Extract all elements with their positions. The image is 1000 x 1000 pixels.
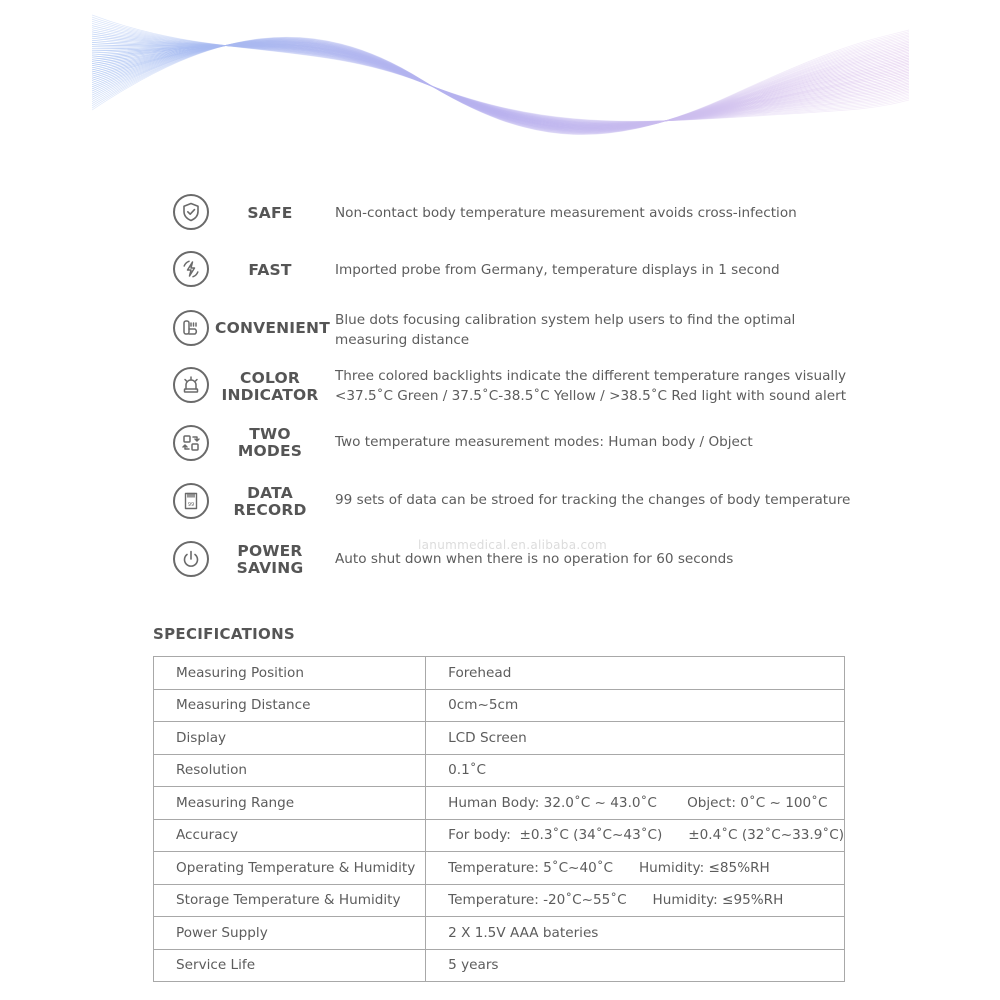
feature-name: [215, 205, 325, 222]
spec-key: Operating Temperature & Humidity: [154, 852, 426, 885]
feature-name-line: SAVING: [236, 559, 304, 577]
table-row: [154, 787, 845, 820]
specifications-title: SPECIFICATIONS: [153, 625, 296, 643]
feature-name-line: CONVENIENT: [215, 319, 330, 337]
spec-key: Power Supply: [154, 917, 426, 950]
feature-name-line: DATA: [247, 484, 293, 502]
feature-name-line: POWER: [237, 542, 303, 560]
spec-value: Forehead: [426, 657, 845, 690]
watermark: lanummedical.en.alibaba.com: [418, 538, 608, 552]
feature-name: [215, 485, 325, 519]
spec-value: Temperature: -20˚C~55˚C Humidity: ≤95%RH: [426, 884, 845, 917]
feature-name: [215, 370, 325, 404]
spec-key: Service Life: [154, 949, 426, 982]
spec-key: Measuring Distance: [154, 689, 426, 722]
feature-name: [215, 543, 325, 577]
feature-description: [335, 310, 855, 350]
feature-description: [335, 432, 855, 452]
memory-card-label: 99: [187, 502, 195, 508]
table-row: [154, 722, 845, 755]
mode-switch-icon: [173, 425, 209, 461]
feature-description: [335, 260, 855, 280]
table-row: [154, 754, 845, 787]
table-row: [154, 657, 845, 690]
spec-value: LCD Screen: [426, 722, 845, 755]
spec-value: 5 years: [426, 949, 845, 982]
specifications-table: [153, 656, 845, 982]
feature-description: [335, 549, 855, 569]
feature-desc-line: Non-contact body temperature measurement avoids cross-infection: [335, 205, 797, 221]
spec-value: Temperature: 5˚C~40˚C Humidity: ≤85%RH: [426, 852, 845, 885]
spec-key: Resolution: [154, 754, 426, 787]
feature-description: [335, 366, 855, 406]
feature-name-line: SAFE: [247, 204, 293, 222]
table-row: [154, 852, 845, 885]
feature-name: [215, 262, 325, 279]
table-row: [154, 819, 845, 852]
shield-check-icon: [173, 194, 209, 230]
memory-card-icon: [173, 483, 209, 519]
feature-name-line: RECORD: [233, 501, 307, 519]
spec-key: Storage Temperature & Humidity: [154, 884, 426, 917]
table-row: [154, 949, 845, 982]
feature-name-line: INDICATOR: [221, 386, 319, 404]
feature-name-line: TWO: [249, 425, 291, 443]
feature-name-line: COLOR: [240, 369, 300, 387]
feature-desc-line: Three colored backlights indicate the different temperature ranges visually: [335, 368, 847, 384]
feature-name: [215, 319, 330, 337]
feature-desc-line: Two temperature measurement modes: Human body / Object: [335, 434, 753, 450]
feature-name-line: MODES: [237, 442, 303, 460]
feature-description: [335, 490, 855, 510]
table-row: [154, 884, 845, 917]
feature-desc-line: 99 sets of data can be stroed for tracking the changes of body temperature: [335, 492, 851, 508]
feature-name: [215, 426, 325, 460]
alarm-light-icon: [173, 367, 209, 403]
spec-value: 0.1˚C: [426, 754, 845, 787]
feature-desc-line: <37.5˚C Green / 37.5˚C-38.5˚C Yellow / >38.5˚C Red light with sound alert: [335, 388, 847, 404]
feature-desc-line: Blue dots focusing calibration system help users to find the optimal: [335, 312, 796, 328]
feature-name-line: FAST: [248, 261, 292, 279]
spec-key: Accuracy: [154, 819, 426, 852]
lightning-cycle-icon: [173, 251, 209, 287]
spec-value: 2 X 1.5V AAA bateries: [426, 917, 845, 950]
table-row: [154, 689, 845, 722]
feature-desc-line: measuring distance: [335, 332, 470, 348]
table-row: [154, 917, 845, 950]
spec-value: For body: ±0.3˚C (34˚C~43˚C) ±0.4˚C (32˚C~33.9˚C): [426, 819, 845, 852]
spec-value: 0cm~5cm: [426, 689, 845, 722]
feature-desc-line: Auto shut down when there is no operation for 60 seconds: [335, 551, 734, 567]
power-icon: [173, 541, 209, 577]
spec-key: Measuring Position: [154, 657, 426, 690]
feature-description: [335, 203, 855, 223]
hand-thermometer-icon: [173, 310, 209, 346]
feature-desc-line: Imported probe from Germany, temperature displays in 1 second: [335, 262, 780, 278]
spec-value: Human Body: 32.0˚C ~ 43.0˚C Object: 0˚C ~ 100˚C: [426, 787, 845, 820]
spec-key: Display: [154, 722, 426, 755]
spec-key: Measuring Range: [154, 787, 426, 820]
